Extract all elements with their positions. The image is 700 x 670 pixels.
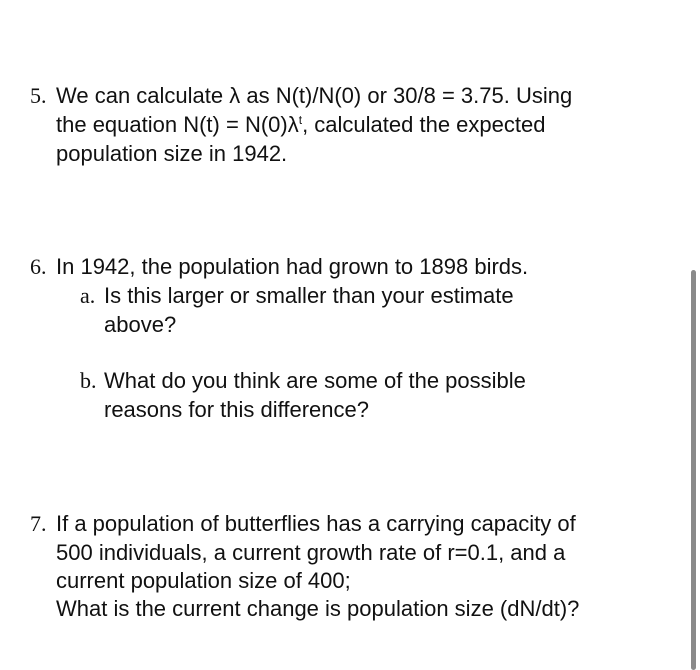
question-6b-line-1: What do you think are some of the possible	[104, 368, 526, 393]
question-7-line-1: If a population of butterflies has a carrying capacity of	[56, 511, 576, 536]
question-6-number: 6.	[30, 254, 47, 279]
question-6b-letter: b.	[80, 368, 97, 393]
question-6-line-1: In 1942, the population had grown to 1898 birds.	[56, 254, 529, 279]
question-7-line-2: 500 individuals, a current growth rate of r=0.1, and a	[56, 540, 566, 565]
vertical-scrollbar[interactable]	[691, 270, 696, 670]
question-5-line-2-end: , calculated the expected	[302, 112, 546, 137]
question-7-line-4: What is the current change is population size (dN/dt)?	[56, 596, 580, 621]
question-5-line-1: We can calculate λ as N(t)/N(0) or 30/8 = 3.75. Using	[56, 83, 573, 108]
question-5-number: 5.	[30, 83, 47, 108]
question-5-line-2	[56, 111, 545, 139]
question-6b-line-2: reasons for this difference?	[104, 397, 369, 422]
question-7-number: 7.	[30, 511, 47, 536]
question-6a-line-2: above?	[104, 312, 177, 337]
question-6a-letter: a.	[80, 283, 96, 308]
question-6a-line-1: Is this larger or smaller than your estimate	[104, 283, 514, 308]
exponent-t: t	[298, 113, 303, 127]
question-5-line-3: population size in 1942.	[56, 141, 288, 166]
question-5-line-2-start: the equation N(t) = N(0)λ	[56, 112, 299, 137]
question-7-line-3: current population size of 400;	[56, 568, 351, 593]
